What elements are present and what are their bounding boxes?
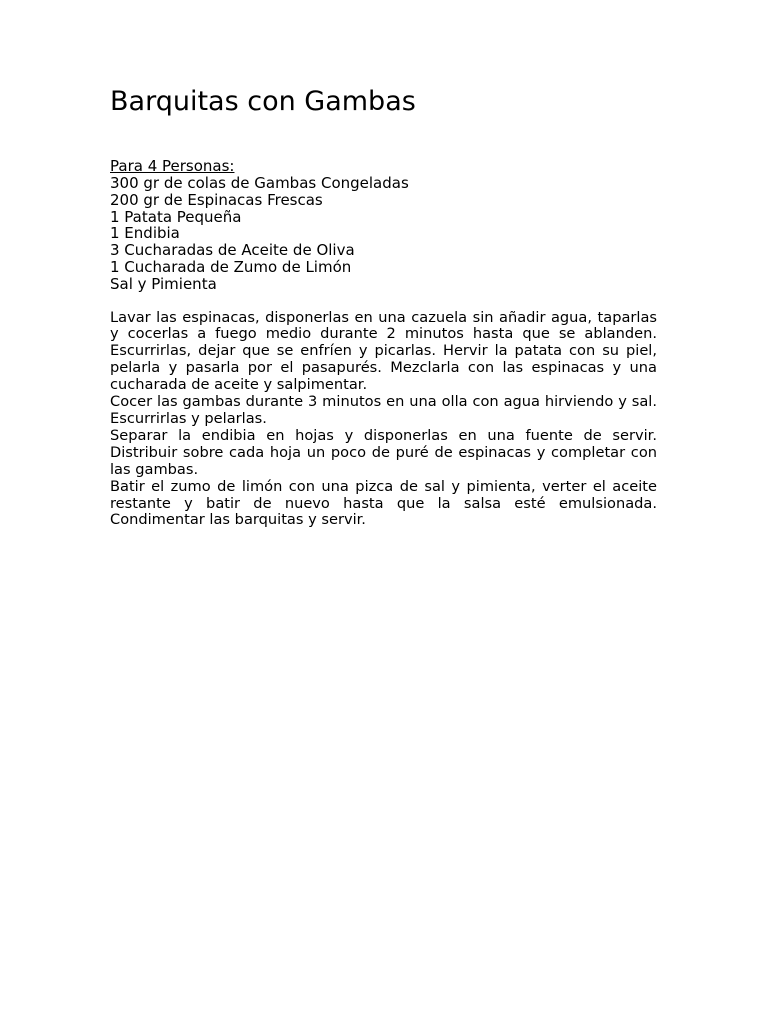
ingredient-item: 300 gr de colas de Gambas Congeladas — [110, 174, 409, 192]
document-page — [110, 84, 657, 529]
ingredient-item: 3 Cucharadas de Aceite de Oliva — [110, 241, 355, 260]
servings-label: Para 4 Personas: — [110, 157, 235, 175]
step-paragraph: Cocer las gambas durante 3 minutos en una olla con agua hirviendo y sal. Escurrirlas y pelarlas. — [110, 393, 657, 428]
ingredient-item: 1 Endibia — [110, 224, 180, 243]
step-paragraph: Separar la endibia en hojas y disponerlas en una fuente de servir. Distribuir sobre cada hoja un poco de puré de espinacas y completar con las gambas. — [110, 426, 657, 478]
ingredient-list — [110, 175, 657, 293]
step-paragraph: Lavar las espinacas, disponerlas en una cazuela sin añadir agua, taparlas y cocerlas a fuego medio durante 2 minutos hasta que se ablanden. Escurrirlas, dejar que se enfríen y picarlas. Hervir la patata con su piel, pelarla y pasarla por el pasapurés. Mezclarla con las espinacas y una cucharada de aceite y salpimentar. — [110, 308, 657, 394]
step-paragraph: Batir el zumo de limón con una pizca de sal y pimienta, verter el aceite restante y batir de nuevo hasta que la salsa esté emulsionada. Condimentar las barquitas y servir. — [110, 477, 657, 529]
ingredient-item: 1 Cucharada de Zumo de Limón — [110, 257, 352, 276]
ingredient-item: 200 gr de Espinacas Frescas — [110, 190, 323, 209]
ingredient-item: 1 Patata Pequeña — [110, 207, 242, 226]
ingredient-item: Sal y Pimienta — [110, 274, 217, 293]
preparation-steps — [110, 310, 657, 530]
recipe-title: Barquitas con Gambas — [110, 86, 416, 117]
